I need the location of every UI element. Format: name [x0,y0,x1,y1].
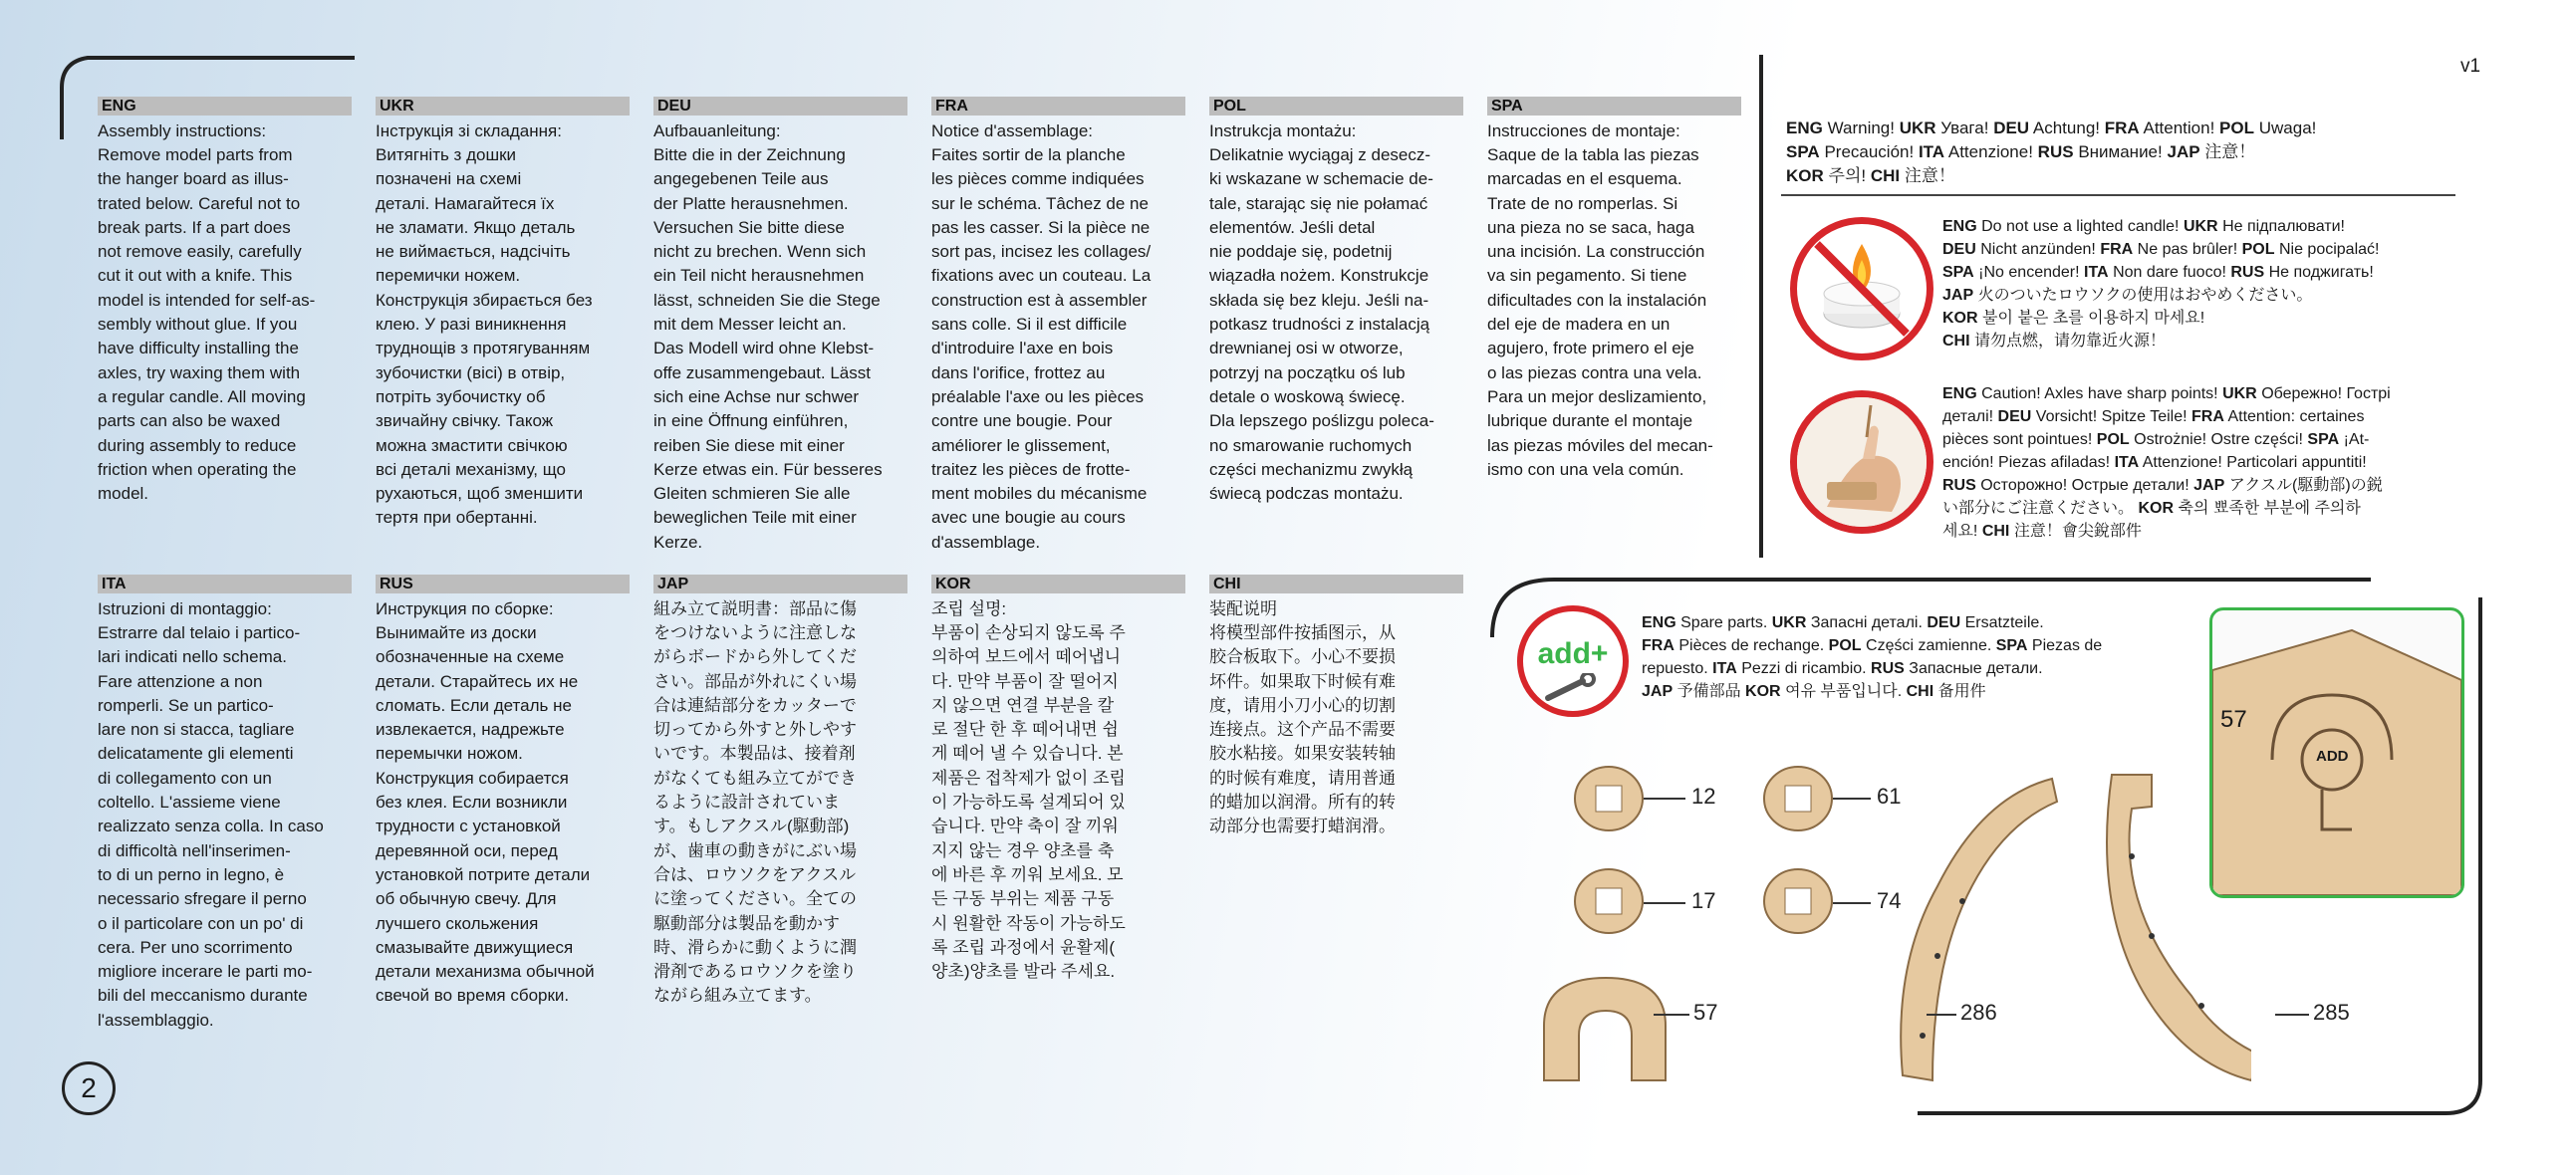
lang-title: 조립 설명: [931,599,1007,618]
lang-text: Обережно! Гострі [2261,385,2391,402]
lang-code: ENG [98,97,352,116]
lang-code: SPA [1786,142,1820,161]
lang-text: 축의 뾰족한 부분에 주의하 [2178,500,2361,517]
lang-text: 여유 부품입니다. [1785,683,1903,700]
lang-code: FRA [1642,637,1674,654]
lang-text: Pezzi di ricambio. [1741,660,1867,677]
lang-code: CHI [1906,683,1934,700]
lang-code: FRA [2100,241,2134,258]
part-label-286: 286 [1960,1000,1997,1025]
instructions-deu [653,97,907,555]
axle-warning-text [1942,382,2480,543]
lang-code: ENG [1786,118,1823,137]
lang-text: Ne pas brûler! [2137,241,2238,258]
lang-text: Uwaga! [2258,118,2317,137]
part-61-shape [1764,767,1832,830]
lang-text: アクスル(駆動部)の鋭 [2228,477,2383,494]
lang-body: Bitte die in der Zeichnung angegebenen Teile aus der Platte herausnehmen. Versuchen Sie bitte diese nicht zu brechen. Wenn sich ein Teil nicht herausnehmen lässt, schneiden Sie die Stege mit dem Messer leicht an. Das Modell wird ohne Klebst- offe zusammengebaut. Lässt sich eine Achse nur schwer in eine Öffnung einführen, reiben Sie diese mit einer Kerze etwas ein. Für besseres Gleiten schmieren Sie alle beweglichen Teile mit einer Kerze. [653,145,883,552]
lang-title: Notice d'assemblage: [931,121,1093,140]
lang-body: Витягніть з дошки позначені на схемі деталі. Намагайтеся їх не зламати. Якщо деталь не виймається, надсічіть перемички ножем. Конструкція збирається без клею. У разі виникнення труднощів з протягуванням зубочистки (вісі) в отвір, потріть зубочистку об звичайну свічку. Також можна змастити свічкою всі деталі механізму, що рухаються, щоб зменшити тертя при обертанні. [376,145,593,528]
lang-code: CHI [1942,333,1970,350]
lang-code: POL [1209,97,1463,116]
instructions-pol [1209,97,1463,506]
lang-body: Saque de la tabla las piezas marcadas en el esquema. Trate de no romperlas. Si una pieza no se saca, haga una incisión. La construcción va sin pegamento. Si tiene dificultades con la instalación del eje de madera en un agujero, frote primero el eje o las piezas contra una vela. Para un mejor deslizamiento, lubrique durante el montaje las piezas móviles del mecan- ismo con una vela común. [1487,145,1713,479]
part-74-shape [1764,869,1832,933]
lang-text: деталі! [1942,408,1994,425]
lang-text: Achtung! [2032,118,2100,137]
lang-code: FRA [931,97,1185,116]
lang-code: UKR [1899,118,1936,137]
lang-text: ¡No encender! [1978,264,2080,281]
lang-text: Piezas de [2031,637,2103,654]
inset-stamp: ADD [2316,748,2349,765]
lang-text: Не підпалювати! [2222,218,2345,235]
lang-text: 火のついたロウソクの使用はおやめください。 [1977,287,2313,304]
candle-warning-text [1942,215,2480,352]
lang-code: KOR [1942,310,1978,327]
lang-code: CHI [1209,575,1463,593]
lang-text: 请勿点燃，请勿靠近火源！ [1974,333,2167,350]
lang-code: ITA [1918,142,1945,161]
lang-text: 세요! [1942,523,1978,540]
page-number: 2 [62,1061,116,1115]
lang-code: RUS [1942,477,1976,494]
part-label-285: 285 [2313,1000,2350,1025]
lang-text: Pièces de rechange. [1678,637,1825,654]
lang-code: ITA [1712,660,1737,677]
lang-text: Spare parts. [1680,614,1768,631]
lang-text: Części zamienne. [1866,637,1992,654]
part-286-shape [1901,779,2057,1080]
lang-body: 부품이 손상되지 않도록 주 의하여 보드에서 떼어냅니 다. 만약 부품이 잘 떨어지 지 않으면 연결 부분을 칼 로 절단 한 후 떼어내면 쉽 게 떼어 낼 수 있습니다. 본 제품은 접착제가 없이 조립 이 가능하도록 설계되어 있 습니다. 만약 축이 잘 끼워 지지 않는 경우 양초를 축 에 바른 후 끼워 보세요. 모 든 구동 부위는 제품 구동 시 원활한 작동이 가능하도 록 조립 과정에서 윤활제( 양초)양초를 발라 주세요. [931,623,1126,982]
lang-code: POL [1828,637,1862,654]
lang-text: Ersatzteile. [1964,614,2044,631]
lang-code: POL [2219,118,2254,137]
lang-text: Осторожно! Острые детали! [1980,477,2190,494]
lang-body: Faites sortir de la planche les pièces comme indiquées sur le schéma. Tâchez de ne pas les casser. Si la pièce ne sort pas, incisez les collages/ fixations avec un couteau. La construction est à assembler sans colle. Si il est difficile d'introduire l'axe en bois dans l'orifice, frottez au préalable l'axe ou les pièces contre une bougie. Pour améliorer le glissement, traitez les pièces de frotte- ment mobiles du mécanisme avec une bougie au cours d'assemblage. [931,145,1152,552]
no-candle-icon [1790,217,1933,360]
lang-title: Instrukcja montażu: [1209,121,1357,140]
lang-code: ITA [2084,264,2109,281]
lang-body: Remove model parts from the hanger board as illus- trated below. Careful not to break parts. If a part does not remove easily, carefully cut it out with a knife. This model is intended for self-as- sembly without glue. If you have difficulty installing the axles, try waxing them with a regular candle. All moving parts can also be waxed during assembly to reduce friction when operating the model. [98,145,316,504]
lang-code: UKR [1771,614,1807,631]
lang-code: JAP [2167,142,2200,161]
inset-part-label: 57 [2220,706,2247,733]
lang-title: Інструкція зі складання: [376,121,562,140]
lang-code: JAP [1642,683,1674,700]
part-57-shape [1544,978,1666,1080]
lang-text: Не поджигать! [2268,264,2374,281]
lang-code: CHI [1981,523,2010,540]
part-17-shape [1575,869,1643,933]
part-label-61: 61 [1877,784,1902,809]
lang-title: 組み立て説明書：部品に傷 [653,599,857,618]
instructions-fra [931,97,1185,555]
part-285-shape [2107,775,2251,1080]
lang-code: KOR [931,575,1185,593]
lang-text: Caution! Axles have sharp points! [1981,385,2218,402]
lang-code: RUS [2230,264,2265,281]
lang-text: 불이 붙은 초를 이용하지 마세요! [1982,310,2205,327]
lang-text: Attention: certaines [2227,408,2365,425]
lang-text: 予備部品 [1676,683,1741,700]
lang-text: 주의! [1828,166,1867,185]
lang-text: 注意！會尖銳部件 [2013,523,2142,540]
lang-code: RUS [1871,660,1905,677]
lang-code: KOR [1745,683,1781,700]
lang-code: DEU [1993,118,2030,137]
warning-header [1786,93,2463,212]
lang-title: 装配说明 [1209,599,1277,618]
lang-code: JAP [2193,477,2225,494]
add-plus-logo: add+ [1517,605,1629,717]
lang-code: SPA [1995,637,2028,654]
lang-text: 备用件 [1937,683,1986,700]
lang-text: Precaución! [1824,142,1915,161]
lang-code: ENG [1942,218,1977,235]
lang-code: POL [2096,431,2130,448]
sharp-axle-icon [1790,390,1933,534]
lang-code: KOR [1786,166,1824,185]
lang-code: FRA [2191,408,2224,425]
lang-title: Aufbauanleitung: [653,121,781,140]
lang-code: UKR [376,97,630,116]
lang-text: repuesto. [1642,660,1708,677]
lang-body: 将模型部件按插图示，从 胶合板取下。小心不要损 坏件。如果取下时候有难 度，请用小刀小心的切割 连接点。这个产品不需要 胶水粘接。如果安装转轴 的时候有难度，请用普通 的蜡加以润滑。所有的转 动部分也需要打蜡润滑。 [1209,623,1396,836]
version-label: v1 [2460,56,2481,77]
lang-code: ITA [98,575,352,593]
lang-text: Do not use a lighted candle! [1981,218,2180,235]
lang-code: SPA [2307,431,2340,448]
lang-code: ENG [1642,614,1676,631]
lang-code: KOR [2138,500,2175,517]
lang-code: DEU [1997,408,2032,425]
instructions-chi [1209,575,1463,839]
lang-text: Vorsicht! Spitze Teile! [2035,408,2188,425]
lang-text: Attention! [2143,118,2215,137]
lang-code: SPA [1942,264,1974,281]
lang-title: Инструкция по сборке: [376,599,554,618]
lang-text: Увага! [1940,118,1989,137]
lang-code: DEU [1927,614,1961,631]
instructions-ukr [376,97,630,531]
lang-code: DEU [1942,241,1976,258]
part-label-74: 74 [1877,888,1902,913]
lang-title: Assembly instructions: [98,121,267,140]
lang-code: POL [2241,241,2275,258]
lang-text: Attenzione! Particolari appuntiti! [2142,454,2367,471]
part-label-12: 12 [1691,784,1716,809]
part-label-57: 57 [1693,1000,1718,1025]
lang-code: ITA [2114,454,2140,471]
lang-code: RUS [2037,142,2074,161]
lang-body: Estrarre dal telaio i partico- lari indicati nello schema. Fare attenzione a non romperli. Se un partico- lare non si stacca, tagliare delicatamente gli elementi di collegamento con un coltello. L'assieme viene realizzato senza colla. In caso di difficoltà nell'inserimen- to di un perno in legno, è necessario sfregare il perno o il particolare con un po' di cera. Per uno scorrimento migliore incerare le parti mo- bili del meccanismo durante l'assemblaggio. [98,623,324,1030]
instructions-jap [653,575,907,1009]
lang-text: Non dare fuoco! [2113,264,2226,281]
lang-code: ENG [1942,385,1977,402]
lang-title: Instrucciones de montaje: [1487,121,1680,140]
instructions-eng [98,97,352,506]
lang-text: Запасні деталі. [1810,614,1923,631]
lang-text: Внимание! [2078,142,2163,161]
lang-code: SPA [1487,97,1741,116]
lang-code: JAP [653,575,907,593]
lang-text: 注意！ [1904,166,1955,185]
lang-body: をつけないように注意しな がらボードから外してくだ さい。部品が外れにくい場 合は連結部分をカッターで 切ってから外すと外しやす いです。本製品は、接着剤 がなくても組み立てができ るように設計されていま す。もしアクスル(駆動部) が、歯車の動きがにぶい場 合は、ロウソクをアクスル に塗ってください。全ての 駆動部分は製品を動かす 時、滑らかに動くように潤 滑剤であるロウソクを塗り ながら組み立てます。 [653,623,857,1006]
lang-text: ¡At- [2343,431,2370,448]
part-12-shape [1575,767,1643,830]
lang-code: FRA [2104,118,2140,137]
lang-text: Nie pocipalać! [2278,241,2380,258]
lang-body: Delikatnie wyciągaj z desecz- ki wskazane w schemacie de- tale, starając się nie połamać elementów. Jeśli detal nie poddaje się, podetnij wiązadła nożem. Konstrukcje składa się bez kleju. Jeśli na- potkasz trudności z instalacją drewnianej osi w otworze, potrzyj na początku oś lub detale o woskową świecę. Dla lepszego poślizgu poleca- no smarowanie ruchomych części mechanizmu zwykłą świecą podczas montażu. [1209,145,1434,504]
spare-parts-text [1642,611,2160,703]
lang-text: Attenzione! [1947,142,2033,161]
lang-code: UKR [2222,385,2257,402]
lang-code: UKR [2183,218,2218,235]
instructions-rus [376,575,630,1009]
lang-code: RUS [376,575,630,593]
lang-text: Ostrożnie! Ostre części! [2134,431,2303,448]
instructions-kor [931,575,1185,984]
lang-code: JAP [1942,287,1974,304]
part-label-17: 17 [1691,888,1716,913]
parts-drawing [1494,737,2251,1095]
lang-title: Istruzioni di montaggio: [98,599,272,618]
lang-text: ención! Piezas afiladas! [1942,454,2111,471]
instructions-ita [98,575,352,1033]
instructions-spa [1487,97,1741,482]
lang-text: pièces sont pointues! [1942,431,2093,448]
lang-text: 注意！ [2204,142,2256,161]
lang-text: Warning! [1827,118,1895,137]
lang-text: Запасные детали. [1909,660,2043,677]
lang-body: Вынимайте из доски обозначенные на схеме детали. Старайтесь их не сломать. Если деталь не извлекается, надрежьте перемычки ножом. Конструкция собирается без клея. Если возникли трудности с установкой деревянной оси, перед установкой потрите детали об обычную свечу. Для лучшего скольжения смазывайте движущиеся детали механизма обычной свечой во время сборки. [376,623,595,1006]
lang-code: DEU [653,97,907,116]
lang-text: Nicht anzünden! [1980,241,2096,258]
lang-code: CHI [1870,166,1901,185]
lang-text: い部分にご注意ください。 [1942,500,2135,517]
